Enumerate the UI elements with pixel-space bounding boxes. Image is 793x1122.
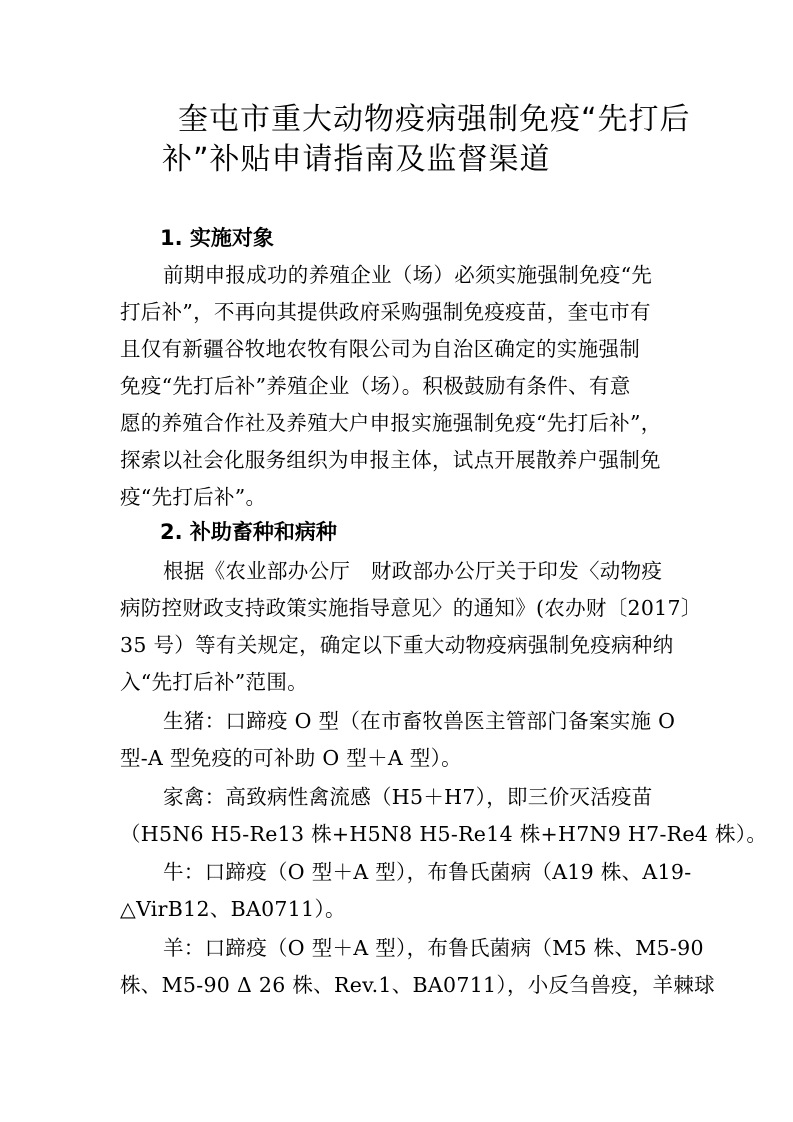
paragraph-line: 前期申报成功的养殖企业（场）必须实施强制免疫“先 — [163, 263, 653, 287]
title-line-1: 奎屯市重大动物疫病强制免疫“先打后 — [178, 102, 691, 137]
paragraph-line: 免疫“先打后补”养殖企业（场）。积极鼓励有条件、有意 — [120, 374, 631, 398]
paragraph-line: △VirB12、BA0711）。 — [120, 897, 346, 921]
paragraph-line: 型-A 型免疫的可补助 O 型＋A 型）。 — [120, 746, 462, 770]
paragraph-line: 根据《农业部办公厅 财政部办公厅关于印发〈动物疫 — [163, 559, 663, 583]
paragraph-line: 羊：口蹄疫（O 型＋A 型），布鲁氏菌病（M5 株、M5-90 — [163, 936, 704, 960]
section-1-heading: 1. 实施对象 — [160, 226, 274, 250]
paragraph-line: 家禽：高致病性禽流感（H5＋H7），即三价灭活疫苗 — [163, 785, 653, 809]
paragraph-line: 疫“先打后补”。 — [120, 485, 267, 509]
paragraph-line: 打后补”，不再向其提供政府采购强制免疫疫苗，奎屯市有 — [120, 300, 651, 324]
paragraph-line: 株、M5-90 Δ 26 株、Rev.1、BA0711），小反刍兽疫，羊棘球 — [120, 973, 715, 997]
title-line-2: 补”补贴申请指南及监督渠道 — [162, 142, 551, 177]
paragraph-line: 35 号）等有关规定，确定以下重大动物疫病强制免疫病种纳 — [120, 633, 674, 657]
section-2-heading: 2. 补助畜种和病种 — [160, 520, 337, 544]
paragraph-line: 生猪：口蹄疫 O 型（在市畜牧兽医主管部门备案实施 O — [163, 709, 676, 733]
paragraph-line: 牛：口蹄疫（O 型＋A 型），布鲁氏菌病（A19 株、A19- — [163, 860, 692, 884]
paragraph-line: 入“先打后补”范围。 — [120, 670, 308, 694]
paragraph-line: 探索以社会化服务组织为申报主体，试点开展散养户强制免 — [120, 448, 661, 472]
paragraph-line: 愿的养殖合作社及养殖大户申报实施强制免疫“先打后补”， — [120, 411, 662, 435]
document-title — [162, 100, 698, 180]
paragraph-line: （H5N6 H5-Re13 株+H5N8 H5-Re14 株+H7N9 H7-Re4 株）。 — [120, 822, 768, 846]
paragraph-line: 病防控财政支持政策实施指导意见〉的通知》(农办财〔2017〕 — [120, 596, 702, 620]
paragraph-line: 且仅有新疆谷牧地农牧有限公司为自治区确定的实施强制 — [120, 337, 640, 361]
